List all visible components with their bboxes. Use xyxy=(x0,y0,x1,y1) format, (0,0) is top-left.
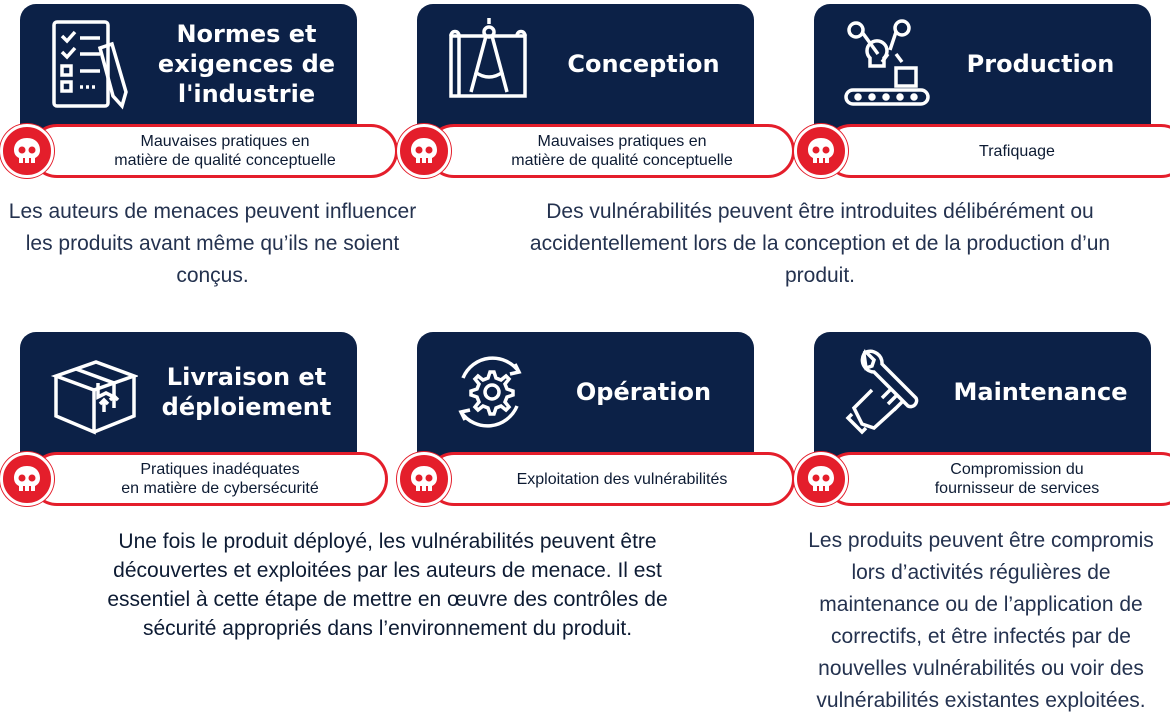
stage-card-production xyxy=(794,4,1169,179)
stage-title: Normes et exigences de l'industrie xyxy=(157,20,336,108)
hand-wrench-icon xyxy=(842,342,932,442)
skull-icon xyxy=(0,124,54,178)
package-box-icon xyxy=(48,342,138,442)
stage-card-design xyxy=(397,4,777,179)
stage-header xyxy=(814,4,1151,136)
threat-label: Mauvaises pratiques en matière de qualité conceptuelle xyxy=(30,124,398,178)
threat-label: Compromission du fournisseur de services xyxy=(824,452,1170,506)
stage-title: Production xyxy=(966,50,1115,78)
stage-card-standards xyxy=(0,4,380,179)
stage-card-operation xyxy=(397,332,777,507)
description-deployment-operation: Une fois le produit déployé, les vulnérabilités peuvent être découvertes et exploitées par les auteurs de menace. Il est essentiel à cette étape de mettre en œuvre des contrôles de sécurité appropriés dans l’environnement du produit. xyxy=(107,530,668,640)
threat-label: Pratiques inadéquates en matière de cybersécurité xyxy=(30,452,388,506)
stage-title: Livraison et déploiement xyxy=(161,363,332,421)
description-maintenance: Les produits peuvent être compromis lors d’activités régulières de maintenance ou de l’application de correctifs, et être infectés par de nouvelles vulnérabilités ou voir des vulnérabilités existantes exploitées. xyxy=(808,529,1154,712)
stage-header xyxy=(417,4,754,136)
threat-label: Trafiquage xyxy=(824,124,1170,178)
stage-title: Conception xyxy=(567,50,720,78)
description-standards: Les auteurs de menaces peuvent influencer les produits avant même qu’ils ne soient conçus. xyxy=(8,200,417,287)
description-design-production: Des vulnérabilités peuvent être introduites délibérément ou accidentellement lors de la conception et de la production d’un produit. xyxy=(529,200,1111,287)
stage-title: Opération xyxy=(575,378,712,406)
skull-icon xyxy=(794,452,848,506)
stage-header xyxy=(20,4,357,136)
stage-header xyxy=(20,332,357,464)
skull-icon xyxy=(0,452,54,506)
checklist-icon xyxy=(48,14,138,114)
skull-icon xyxy=(397,452,451,506)
stage-title: Maintenance xyxy=(953,378,1128,406)
stage-card-deployment xyxy=(0,332,380,507)
robot-arm-conveyor-icon xyxy=(842,14,932,114)
stage-header xyxy=(814,332,1151,464)
threat-label: Exploitation des vulnérabilités xyxy=(427,452,795,506)
stage-card-maintenance xyxy=(794,332,1169,507)
skull-icon xyxy=(794,124,848,178)
gear-cycle-icon xyxy=(445,342,535,442)
blueprint-compass-icon xyxy=(445,14,535,114)
threat-label: Mauvaises pratiques en matière de qualité conceptuelle xyxy=(427,124,795,178)
stage-header xyxy=(417,332,754,464)
skull-icon xyxy=(397,124,451,178)
